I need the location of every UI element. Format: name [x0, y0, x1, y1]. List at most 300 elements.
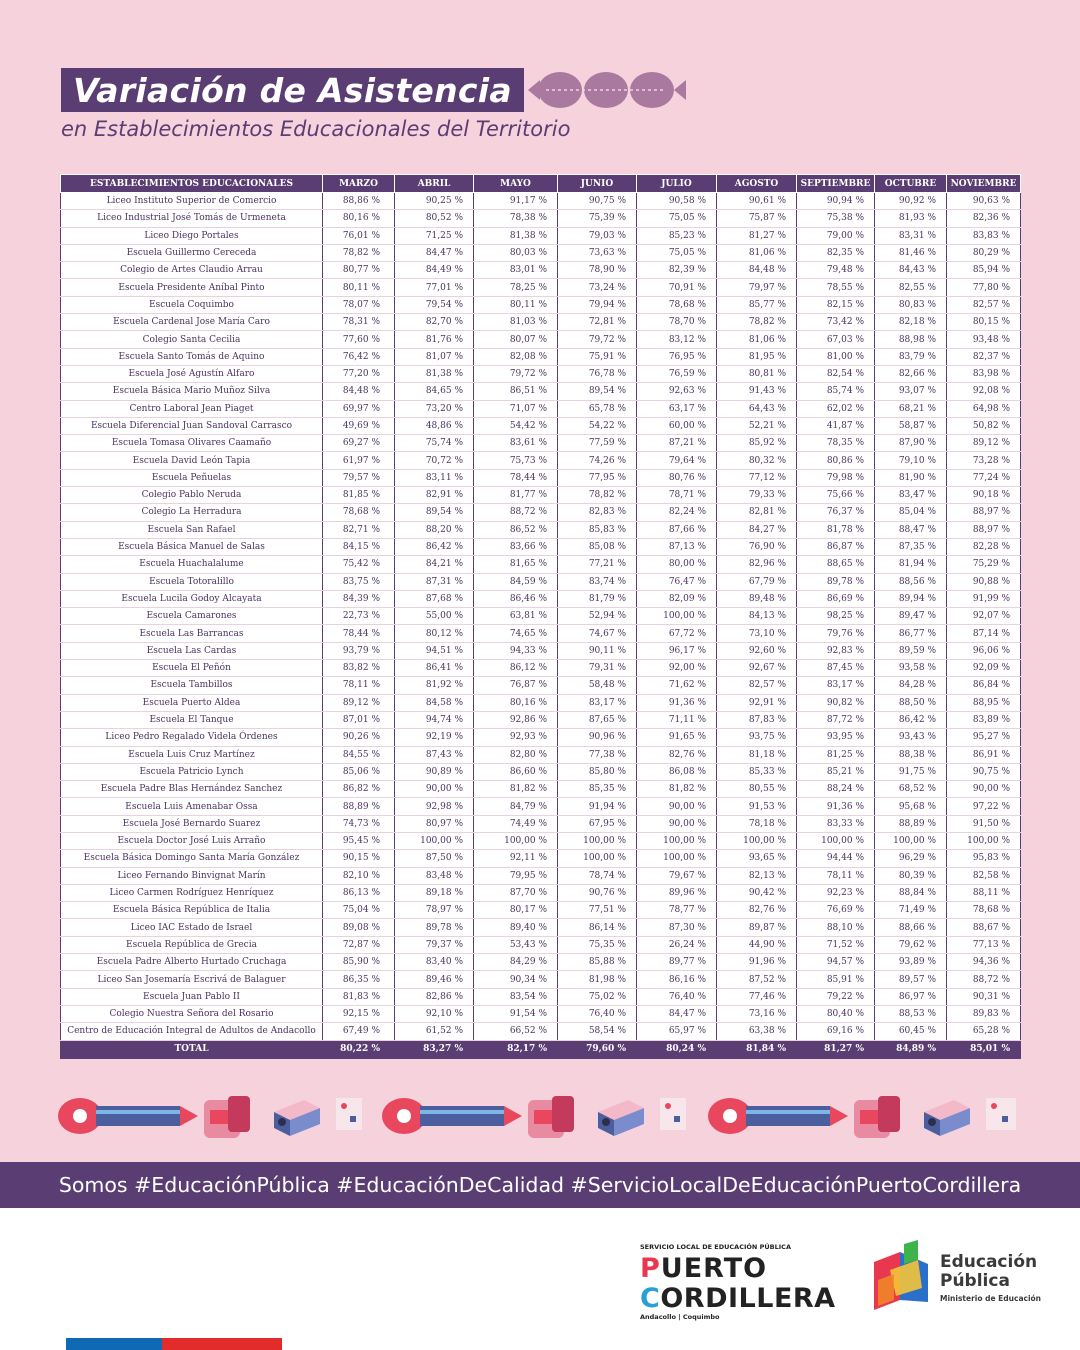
attendance-cell: 75,35 %: [558, 936, 637, 953]
attendance-cell: 79,62 %: [875, 936, 947, 953]
attendance-cell: 83,83 %: [947, 227, 1021, 244]
attendance-cell: 54,22 %: [558, 417, 637, 434]
attendance-cell: 80,55 %: [717, 781, 797, 798]
eraser-icon: [986, 1098, 1016, 1130]
attendance-cell: 91,96 %: [717, 954, 797, 971]
attendance-cell: 88,72 %: [474, 504, 558, 521]
attendance-cell: 93,58 %: [875, 660, 947, 677]
attendance-cell: 79,48 %: [797, 262, 875, 279]
attendance-cell: 87,14 %: [947, 625, 1021, 642]
attendance-cell: 81,78 %: [797, 521, 875, 538]
attendance-cell: 80,83 %: [875, 296, 947, 313]
attendance-cell: 77,95 %: [558, 469, 637, 486]
attendance-cell: 86,12 %: [474, 660, 558, 677]
attendance-cell: 80,39 %: [875, 867, 947, 884]
backpack-icon: [854, 1096, 900, 1138]
table-row: [61, 971, 1021, 988]
logo-bottom-text: Andacollo | Coquimbo: [640, 1313, 720, 1321]
attendance-cell: 79,94 %: [558, 296, 637, 313]
attendance-cell: 44,90 %: [717, 936, 797, 953]
attendance-cell: 92,86 %: [474, 711, 558, 728]
attendance-cell: 91,50 %: [947, 815, 1021, 832]
attendance-cell: 77,24 %: [947, 469, 1021, 486]
school-name-cell: Escuela Luis Amenabar Ossa: [61, 798, 323, 815]
attendance-cell: 92,93 %: [474, 729, 558, 746]
attendance-cell: 89,59 %: [875, 642, 947, 659]
attendance-cell: 89,96 %: [637, 884, 717, 901]
header-month: MAYO: [474, 175, 558, 193]
school-name-cell: Colegio La Herradura: [61, 504, 323, 521]
attendance-cell: 41,87 %: [797, 417, 875, 434]
backpack-icon: [528, 1096, 574, 1138]
attendance-cell: 85,06 %: [323, 763, 395, 780]
attendance-cell: 71,25 %: [395, 227, 474, 244]
school-name-cell: Escuela Patricio Lynch: [61, 763, 323, 780]
school-name-cell: Centro de Educación Integral de Adultos de Andacollo: [61, 1023, 323, 1040]
school-supplies-decoration: [58, 1088, 1028, 1144]
total-cell: 81,27 %: [797, 1040, 875, 1058]
table-row: [61, 538, 1021, 555]
attendance-cell: 75,38 %: [797, 210, 875, 227]
attendance-cell: 89,12 %: [947, 435, 1021, 452]
table-row: [61, 227, 1021, 244]
attendance-cell: 77,60 %: [323, 331, 395, 348]
attendance-cell: 87,65 %: [558, 711, 637, 728]
sharpener-icon: [924, 1100, 970, 1136]
pencil-icon: [382, 1098, 522, 1134]
attendance-cell: 26,24 %: [637, 936, 717, 953]
attendance-cell: 91,65 %: [637, 729, 717, 746]
attendance-cell: 82,15 %: [797, 296, 875, 313]
attendance-cell: 90,92 %: [875, 193, 947, 210]
attendance-cell: 77,12 %: [717, 469, 797, 486]
attendance-cell: 86,97 %: [875, 988, 947, 1005]
attendance-cell: 67,79 %: [717, 573, 797, 590]
educacion-publica-icon: [870, 1240, 932, 1312]
attendance-cell: 92,08 %: [947, 383, 1021, 400]
attendance-cell: 92,60 %: [717, 642, 797, 659]
attendance-cell: 82,76 %: [637, 746, 717, 763]
attendance-cell: 86,82 %: [323, 781, 395, 798]
attendance-cell: 79,72 %: [474, 365, 558, 382]
attendance-cell: 91,36 %: [797, 798, 875, 815]
attendance-cell: 71,07 %: [474, 400, 558, 417]
attendance-cell: 78,44 %: [323, 625, 395, 642]
attendance-cell: 82,35 %: [797, 244, 875, 261]
attendance-cell: 68,52 %: [875, 781, 947, 798]
logo-letter-c: C: [640, 1283, 661, 1314]
attendance-cell: 89,83 %: [947, 1005, 1021, 1022]
header-month: MARZO: [323, 175, 395, 193]
table-row: [61, 729, 1021, 746]
attendance-cell: 84,28 %: [875, 677, 947, 694]
attendance-cell: 92,19 %: [395, 729, 474, 746]
attendance-cell: 84,47 %: [395, 244, 474, 261]
school-name-cell: Escuela Doctor José Luis Arraño: [61, 832, 323, 849]
school-name-cell: Escuela Las Cardas: [61, 642, 323, 659]
attendance-cell: 74,67 %: [558, 625, 637, 642]
attendance-cell: 79,98 %: [797, 469, 875, 486]
attendance-cell: 85,80 %: [558, 763, 637, 780]
header-month: ABRIL: [395, 175, 474, 193]
attendance-cell: 88,20 %: [395, 521, 474, 538]
school-name-cell: Escuela Puerto Aldea: [61, 694, 323, 711]
attendance-cell: 80,77 %: [323, 262, 395, 279]
logo-line-2-rest: ORDILLERA: [660, 1283, 836, 1314]
sharpener-icon: [598, 1100, 644, 1136]
logo-ministry: Ministerio de Educación: [940, 1294, 1042, 1303]
attendance-cell: 83,61 %: [474, 435, 558, 452]
attendance-cell: 92,67 %: [717, 660, 797, 677]
attendance-cell: 87,01 %: [323, 711, 395, 728]
attendance-cell: 88,66 %: [875, 919, 947, 936]
attendance-cell: 90,75 %: [947, 763, 1021, 780]
attendance-cell: 92,83 %: [797, 642, 875, 659]
attendance-cell: 82,57 %: [717, 677, 797, 694]
header-month: NOVIEMBRE: [947, 175, 1021, 193]
attendance-cell: 86,91 %: [947, 746, 1021, 763]
gov-bar-red: [162, 1338, 282, 1350]
attendance-cell: 65,28 %: [947, 1023, 1021, 1040]
attendance-cell: 79,72 %: [558, 331, 637, 348]
attendance-cell: 86,13 %: [323, 884, 395, 901]
attendance-cell: 76,69 %: [797, 902, 875, 919]
table-row: [61, 556, 1021, 573]
attendance-cell: 82,10 %: [323, 867, 395, 884]
attendance-cell: 83,17 %: [558, 694, 637, 711]
attendance-cell: 88,24 %: [797, 781, 875, 798]
attendance-cell: 79,33 %: [717, 487, 797, 504]
attendance-cell: 66,52 %: [474, 1023, 558, 1040]
attendance-cell: 78,74 %: [558, 867, 637, 884]
table-row: [61, 608, 1021, 625]
table-row: [61, 1023, 1021, 1040]
attendance-cell: 82,81 %: [717, 504, 797, 521]
attendance-cell: 82,91 %: [395, 487, 474, 504]
attendance-cell: 76,87 %: [474, 677, 558, 694]
attendance-cell: 75,39 %: [558, 210, 637, 227]
attendance-cell: 89,78 %: [797, 573, 875, 590]
attendance-cell: 80,00 %: [637, 556, 717, 573]
table-row: [61, 469, 1021, 486]
attendance-cell: 92,10 %: [395, 1005, 474, 1022]
logo-line-1: [640, 1253, 767, 1284]
attendance-cell: 85,77 %: [717, 296, 797, 313]
attendance-cell: 84,65 %: [395, 383, 474, 400]
attendance-cell: 76,59 %: [637, 365, 717, 382]
school-name-cell: Liceo Fernando Binvignat Marín: [61, 867, 323, 884]
school-name-cell: Escuela El Tanque: [61, 711, 323, 728]
attendance-cell: 83,01 %: [474, 262, 558, 279]
total-label: TOTAL: [61, 1040, 323, 1058]
attendance-cell: 82,18 %: [875, 314, 947, 331]
attendance-cell: 77,01 %: [395, 279, 474, 296]
attendance-cell: 90,58 %: [637, 193, 717, 210]
attendance-cell: 63,38 %: [717, 1023, 797, 1040]
attendance-cell: 80,40 %: [797, 1005, 875, 1022]
attendance-cell: 84,29 %: [474, 954, 558, 971]
attendance-cell: 73,20 %: [395, 400, 474, 417]
table-row: [61, 452, 1021, 469]
attendance-cell: 76,37 %: [797, 504, 875, 521]
attendance-cell: 88,56 %: [875, 573, 947, 590]
attendance-cell: 78,77 %: [637, 902, 717, 919]
attendance-cell: 79,22 %: [797, 988, 875, 1005]
school-name-cell: Escuela Juan Pablo II: [61, 988, 323, 1005]
attendance-cell: 92,23 %: [797, 884, 875, 901]
attendance-cell: 80,07 %: [474, 331, 558, 348]
attendance-cell: 48,86 %: [395, 417, 474, 434]
table-row: [61, 348, 1021, 365]
attendance-cell: 80,16 %: [474, 694, 558, 711]
attendance-cell: 79,54 %: [395, 296, 474, 313]
school-name-cell: Liceo Carmen Rodríguez Henríquez: [61, 884, 323, 901]
attendance-cell: 88,11 %: [947, 884, 1021, 901]
attendance-cell: 77,21 %: [558, 556, 637, 573]
attendance-cell: 67,95 %: [558, 815, 637, 832]
attendance-cell: 89,78 %: [395, 919, 474, 936]
total-cell: 85,01 %: [947, 1040, 1021, 1058]
attendance-cell: 73,28 %: [947, 452, 1021, 469]
attendance-cell: 90,63 %: [947, 193, 1021, 210]
attendance-cell: 77,13 %: [947, 936, 1021, 953]
attendance-cell: 88,89 %: [875, 815, 947, 832]
page-title: Variación de Asistencia: [73, 70, 512, 110]
attendance-cell: 79,10 %: [875, 452, 947, 469]
table-row: [61, 504, 1021, 521]
attendance-cell: 83,31 %: [875, 227, 947, 244]
school-name-cell: Escuela Básica Mario Muñoz Silva: [61, 383, 323, 400]
attendance-cell: 83,75 %: [323, 573, 395, 590]
attendance-cell: 83,17 %: [797, 677, 875, 694]
attendance-cell: 91,17 %: [474, 193, 558, 210]
attendance-cell: 89,08 %: [323, 919, 395, 936]
attendance-cell: 82,37 %: [947, 348, 1021, 365]
table-row: [61, 902, 1021, 919]
table-row: [61, 711, 1021, 728]
attendance-cell: 84,43 %: [875, 262, 947, 279]
attendance-cell: 88,65 %: [797, 556, 875, 573]
attendance-cell: 88,98 %: [875, 331, 947, 348]
attendance-cell: 81,65 %: [474, 556, 558, 573]
attendance-cell: 75,29 %: [947, 556, 1021, 573]
attendance-cell: 94,51 %: [395, 642, 474, 659]
attendance-cell: 89,54 %: [558, 383, 637, 400]
school-name-cell: Escuela Santo Tomás de Aquino: [61, 348, 323, 365]
attendance-cell: 88,47 %: [875, 521, 947, 538]
attendance-cell: 92,09 %: [947, 660, 1021, 677]
attendance-cell: 90,15 %: [323, 850, 395, 867]
attendance-cell: 84,27 %: [717, 521, 797, 538]
attendance-cell: 82,09 %: [637, 590, 717, 607]
attendance-cell: 92,63 %: [637, 383, 717, 400]
table-row: [61, 815, 1021, 832]
attendance-cell: 81,76 %: [395, 331, 474, 348]
attendance-cell: 90,00 %: [637, 798, 717, 815]
attendance-cell: 76,42 %: [323, 348, 395, 365]
pencil-icon: [58, 1098, 198, 1134]
school-name-cell: Escuela Tomasa Olivares Caamaño: [61, 435, 323, 452]
attendance-cell: 87,30 %: [637, 919, 717, 936]
school-name-cell: Escuela Lucila Godoy Alcayata: [61, 590, 323, 607]
attendance-cell: 98,25 %: [797, 608, 875, 625]
attendance-cell: 78,82 %: [323, 244, 395, 261]
table-row: [61, 435, 1021, 452]
attendance-cell: 79,00 %: [797, 227, 875, 244]
school-name-cell: Escuela República de Grecia: [61, 936, 323, 953]
attendance-cell: 81,77 %: [474, 487, 558, 504]
school-name-cell: Escuela San Rafael: [61, 521, 323, 538]
attendance-cell: 89,94 %: [875, 590, 947, 607]
attendance-cell: 80,86 %: [797, 452, 875, 469]
attendance-cell: 86,46 %: [474, 590, 558, 607]
attendance-cell: 78,11 %: [323, 677, 395, 694]
attendance-cell: 95,45 %: [323, 832, 395, 849]
attendance-cell: 84,13 %: [717, 608, 797, 625]
attendance-cell: 50,82 %: [947, 417, 1021, 434]
attendance-cell: 88,38 %: [875, 746, 947, 763]
table-row: [61, 365, 1021, 382]
attendance-cell: 100,00 %: [558, 832, 637, 849]
attendance-cell: 89,54 %: [395, 504, 474, 521]
attendance-cell: 86,42 %: [875, 711, 947, 728]
school-name-cell: Liceo IAC Estado de Israel: [61, 919, 323, 936]
table-row: [61, 331, 1021, 348]
attendance-cell: 74,65 %: [474, 625, 558, 642]
table-row: [61, 296, 1021, 313]
attendance-cell: 85,21 %: [797, 763, 875, 780]
attendance-cell: 80,15 %: [947, 314, 1021, 331]
attendance-cell: 78,82 %: [717, 314, 797, 331]
attendance-cell: 80,81 %: [717, 365, 797, 382]
attendance-cell: 73,24 %: [558, 279, 637, 296]
attendance-cell: 90,75 %: [558, 193, 637, 210]
attendance-cell: 79,97 %: [717, 279, 797, 296]
attendance-cell: 55,00 %: [395, 608, 474, 625]
attendance-cell: 67,03 %: [797, 331, 875, 348]
table-row: [61, 590, 1021, 607]
logo-top-text: SERVICIO LOCAL DE EDUCACIÓN PÚBLICA: [640, 1243, 791, 1251]
attendance-cell: 94,74 %: [395, 711, 474, 728]
attendance-cell: 88,84 %: [875, 884, 947, 901]
attendance-cell: 79,31 %: [558, 660, 637, 677]
school-name-cell: Escuela Presidente Aníbal Pinto: [61, 279, 323, 296]
attendance-cell: 61,97 %: [323, 452, 395, 469]
attendance-cell: 84,48 %: [323, 383, 395, 400]
attendance-cell: 82,83 %: [558, 504, 637, 521]
attendance-cell: 82,96 %: [717, 556, 797, 573]
attendance-cell: 82,86 %: [395, 988, 474, 1005]
attendance-cell: 81,06 %: [717, 331, 797, 348]
attendance-cell: 100,00 %: [875, 832, 947, 849]
school-name-cell: Escuela Luis Cruz Martínez: [61, 746, 323, 763]
attendance-cell: 64,98 %: [947, 400, 1021, 417]
table-row: [61, 988, 1021, 1005]
attendance-cell: 73,16 %: [717, 1005, 797, 1022]
attendance-cell: 65,78 %: [558, 400, 637, 417]
attendance-cell: 81,93 %: [875, 210, 947, 227]
attendance-cell: 83,54 %: [474, 988, 558, 1005]
educacion-publica-logo: [870, 1238, 1045, 1323]
header-month: OCTUBRE: [875, 175, 947, 193]
attendance-cell: 85,08 %: [558, 538, 637, 555]
table-row: [61, 746, 1021, 763]
attendance-cell: 100,00 %: [637, 850, 717, 867]
attendance-cell: 76,95 %: [637, 348, 717, 365]
attendance-cell: 87,72 %: [797, 711, 875, 728]
attendance-cell: 84,58 %: [395, 694, 474, 711]
attendance-cell: 82,76 %: [717, 902, 797, 919]
attendance-cell: 83,74 %: [558, 573, 637, 590]
attendance-cell: 85,88 %: [558, 954, 637, 971]
total-cell: 83,27 %: [395, 1040, 474, 1058]
attendance-cell: 85,91 %: [797, 971, 875, 988]
attendance-cell: 90,82 %: [797, 694, 875, 711]
backpack-icon: [204, 1096, 250, 1138]
school-name-cell: Escuela Huachalalume: [61, 556, 323, 573]
table-row: [61, 625, 1021, 642]
attendance-cell: 100,00 %: [637, 832, 717, 849]
table-row: [61, 383, 1021, 400]
attendance-cell: 87,70 %: [474, 884, 558, 901]
attendance-cell: 76,90 %: [717, 538, 797, 555]
table-row: [61, 884, 1021, 901]
attendance-cell: 81,07 %: [395, 348, 474, 365]
attendance-cell: 87,13 %: [637, 538, 717, 555]
attendance-cell: 75,87 %: [717, 210, 797, 227]
attendance-cell: 82,54 %: [797, 365, 875, 382]
attendance-cell: 84,55 %: [323, 746, 395, 763]
attendance-cell: 80,11 %: [323, 279, 395, 296]
eraser-icon: [336, 1098, 362, 1130]
attendance-cell: 63,17 %: [637, 400, 717, 417]
attendance-cell: 78,25 %: [474, 279, 558, 296]
logo-title-1: Educación: [940, 1252, 1038, 1272]
attendance-cell: 80,12 %: [395, 625, 474, 642]
attendance-cell: 100,00 %: [797, 832, 875, 849]
school-name-cell: Escuela Padre Alberto Hurtado Cruchaga: [61, 954, 323, 971]
attendance-cell: 75,42 %: [323, 556, 395, 573]
attendance-cell: 58,54 %: [558, 1023, 637, 1040]
attendance-cell: 54,42 %: [474, 417, 558, 434]
attendance-cell: 91,75 %: [875, 763, 947, 780]
attendance-cell: 88,97 %: [947, 521, 1021, 538]
attendance-cell: 82,36 %: [947, 210, 1021, 227]
school-name-cell: Escuela Básica República de Italia: [61, 902, 323, 919]
attendance-cell: 97,22 %: [947, 798, 1021, 815]
attendance-cell: 85,90 %: [323, 954, 395, 971]
attendance-cell: 83,33 %: [797, 815, 875, 832]
attendance-cell: 95,27 %: [947, 729, 1021, 746]
attendance-cell: 78,82 %: [558, 487, 637, 504]
table-row: [61, 573, 1021, 590]
table-row: [61, 642, 1021, 659]
attendance-cell: 60,00 %: [637, 417, 717, 434]
attendance-cell: 83,89 %: [947, 711, 1021, 728]
school-name-cell: Escuela Coquimbo: [61, 296, 323, 313]
attendance-cell: 70,72 %: [395, 452, 474, 469]
total-cell: 84,89 %: [875, 1040, 947, 1058]
attendance-cell: 88,97 %: [947, 504, 1021, 521]
attendance-cell: 80,11 %: [474, 296, 558, 313]
attendance-cell: 82,57 %: [947, 296, 1021, 313]
attendance-cell: 75,05 %: [637, 210, 717, 227]
table-row: [61, 798, 1021, 815]
attendance-cell: 93,07 %: [875, 383, 947, 400]
attendance-cell: 85,92 %: [717, 435, 797, 452]
attendance-cell: 64,43 %: [717, 400, 797, 417]
attendance-cell: 79,76 %: [797, 625, 875, 642]
